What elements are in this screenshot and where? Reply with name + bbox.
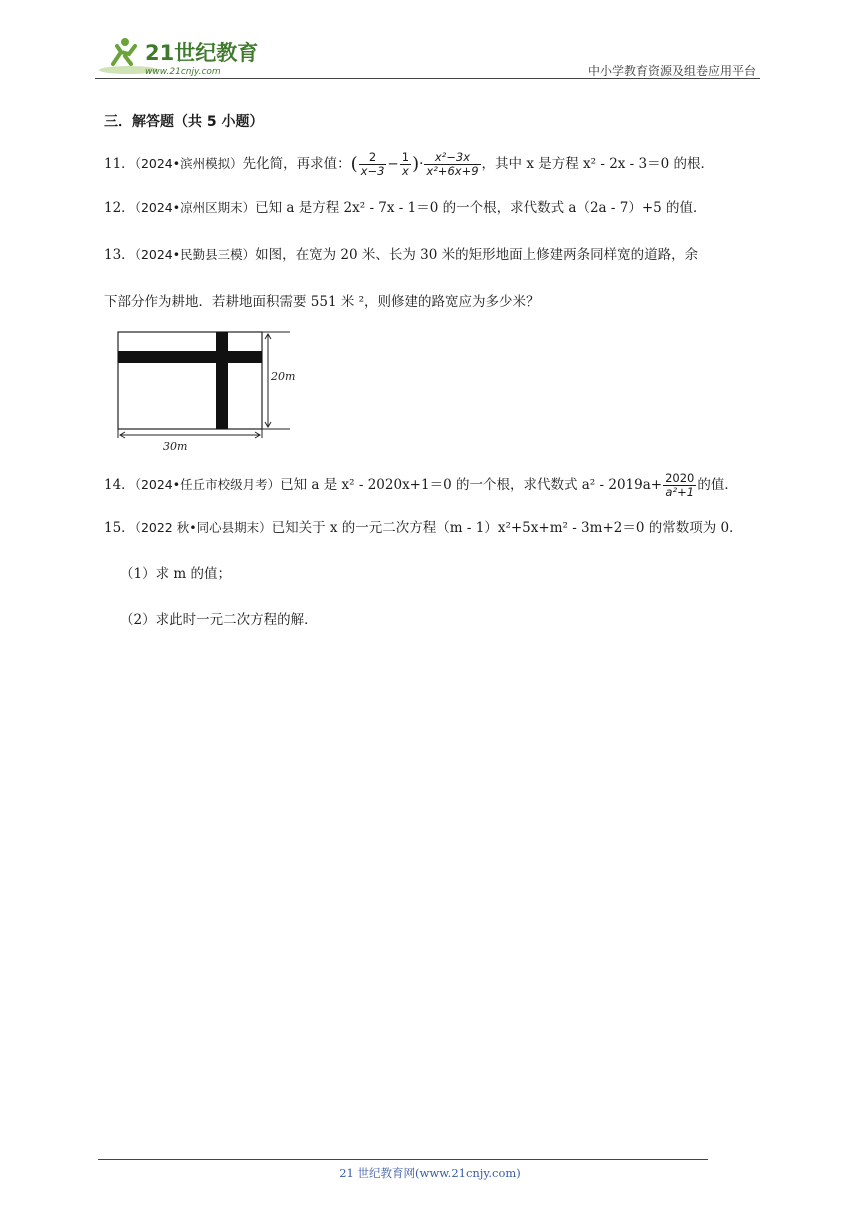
section-title: 三．解答题（共 5 小题）	[104, 114, 264, 130]
fraction: $\frac{1}{x}$	[401, 150, 410, 178]
question-11: 11．（2024•滨州模拟）先化简，再求值：( $\frac{2}{x-3}$ − $\frac{1}{x}$ )· $\frac{\text{x²−3x}}{\text{x²+6x+9}}$ ，其中 x 是方程 x² ‑ 2x ‑ 3＝0 的根．	[104, 150, 715, 178]
height-label: 20m	[271, 370, 296, 383]
vertical-road	[216, 332, 228, 429]
question-13-line2: 下部分作为耕地．若耕地面积需要 551 米 ²，则修建的路宽应为多少米？	[104, 294, 540, 310]
fraction: $\frac{2}{x-3}$	[360, 150, 385, 178]
field-rect	[118, 332, 262, 429]
question-13: 13．（2024•民勤县三模）如图，在宽为 20 米、长为 30 米的矩形地面上修建两条同样宽的道路，余	[104, 247, 699, 263]
question-15-part-2: （2）求此时一元二次方程的解．	[120, 612, 318, 628]
horizontal-road	[118, 351, 262, 363]
question-12: 12．（2024•凉州区期末）已知 a 是方程 2x² ‑ 7x ‑ 1＝0 的一个根，求代数式 a（2a ‑ 7）+5 的值．	[104, 200, 707, 216]
header-divider	[95, 78, 760, 79]
question-14: 14．（2024•任丘市校级月考）已知 a 是 x² ‑ 2020x+1＝0 的一个根，求代数式 a² ‑ 2019a+ $\frac{2020}{\text{a²+1}}$ 的值．	[104, 471, 738, 499]
road-diagram	[112, 326, 312, 456]
svg-text:21世纪教育: 21世纪教育	[145, 41, 259, 65]
page-header	[95, 34, 760, 80]
fraction: $\frac{2020}{\text{a²+1}}$	[665, 471, 695, 499]
width-label: 30m	[163, 440, 188, 453]
footer-text: 21 世纪教育网(www.21cnjy.com)	[339, 1166, 521, 1180]
logo	[95, 34, 265, 78]
fraction: $\frac{\text{x²−3x}}{\text{x²+6x+9}}$	[426, 150, 479, 178]
footer-divider	[98, 1159, 708, 1160]
svg-text:www.21cnjy.com: www.21cnjy.com	[145, 67, 221, 77]
question-15: 15．（2022 秋•同心县期末）已知关于 x 的一元二次方程（m ‑ 1）x²+5x+m² ‑ 3m+2＝0 的常数项为 0．	[104, 520, 743, 536]
question-15-part-1: （1）求 m 的值；	[120, 566, 231, 582]
platform-name: 中小学教育资源及组卷应用平台	[587, 64, 756, 78]
